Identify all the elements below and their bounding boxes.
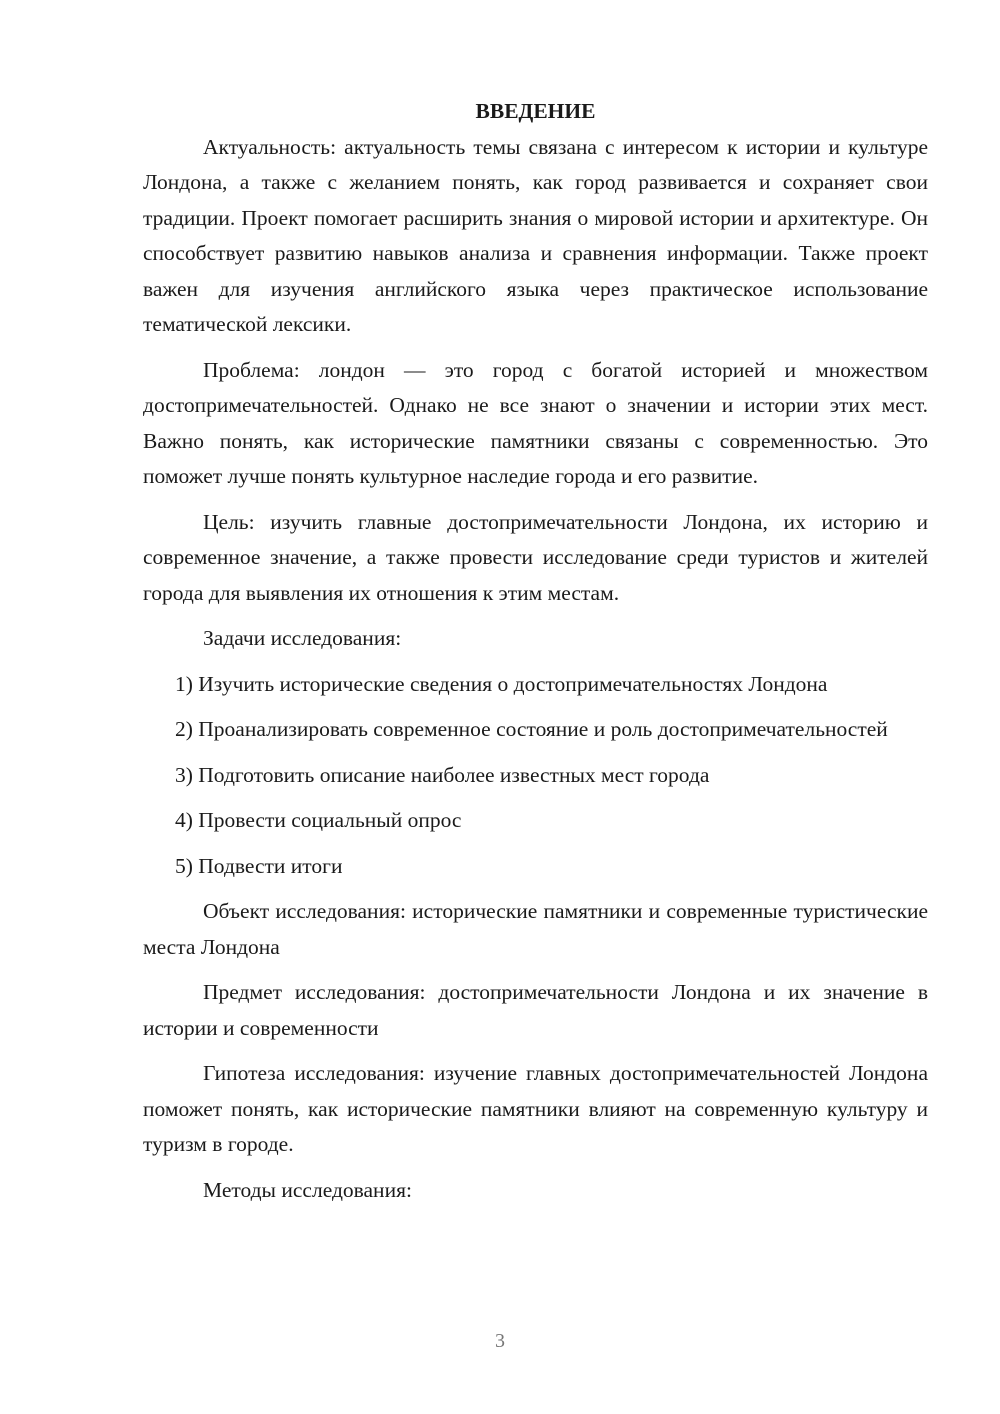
task-item-1: 1) Изучить исторические сведения о достопримечательностях Лондона [175, 671, 828, 696]
tasks-heading: Задачи исследования: [203, 626, 402, 650]
relevance-paragraph: Актуальность: актуальность темы связана с интересом к истории и культуре Лондона, а также с желанием понять, как город развивается и сохраняет свои традиции. Проект помогает расширить знания о мировой истории и архитектуре. Он способствует развитию навыков анализа и сравнения информации. Также проект важен для изучения английского языка через практическое использование тематической лексики. [143, 134, 928, 336]
page-number: 3 [495, 1330, 505, 1352]
problem-paragraph: Проблема: лондон — это город с богатой историей и множеством достопримечательностей. Однако не все знают о значении и истории этих мест. Важно понять, как исторические памятники связаны с современностью. Это поможет лучше понять культурное наследие города и его развитие. [143, 357, 928, 488]
task-item-2: 2) Проанализировать современное состояние и роль достопримечательностей [175, 717, 888, 741]
methods-heading: Методы исследования: [203, 1177, 412, 1202]
task-item-4: 4) Провести социальный опрос [175, 808, 462, 832]
subject-paragraph: Предмет исследования: достопримечательности Лондона и их значение в истории и современности [143, 980, 928, 1040]
task-item-5: 5) Подвести итоги [175, 853, 343, 878]
page-content [143, 94, 928, 1218]
hypothesis-paragraph: Гипотеза исследования: изучение главных достопримечательностей Лондона поможет понять, как исторические памятники влияют на современную культуру и туризм в городе. [143, 1061, 928, 1156]
goal-paragraph: Цель: изучить главные достопримечательности Лондона, их историю и современное значение, а также провести исследование среди туристов и жителей города для выявления их отношения к этим местам. [143, 509, 928, 605]
object-paragraph: Объект исследования: исторические памятники и современные туристические места Лондона [143, 899, 928, 959]
task-item-3: 3) Подготовить описание наиболее известных мест города [175, 762, 710, 787]
section-title: ВВЕДЕНИЕ [475, 99, 596, 123]
